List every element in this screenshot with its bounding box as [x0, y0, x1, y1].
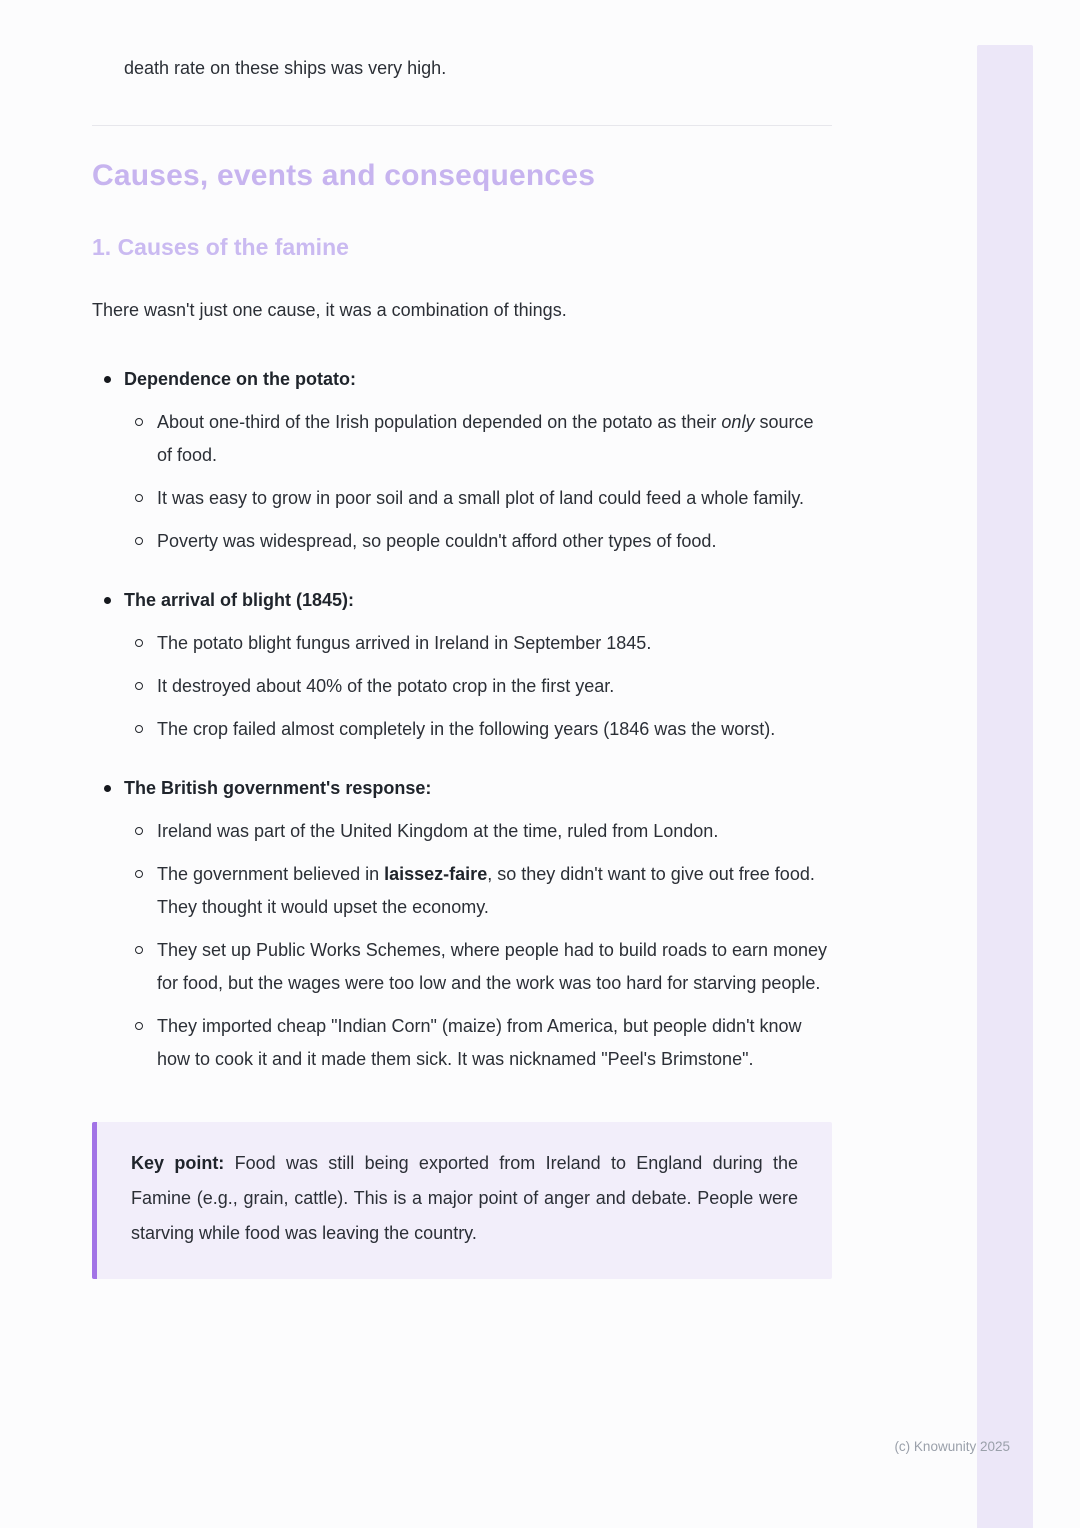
bullet-title: The arrival of blight (1845): — [92, 584, 832, 617]
section-heading: Causes, events and consequences — [92, 159, 596, 192]
subsection-heading: 1. Causes of the famine — [92, 234, 349, 260]
intro-paragraph: There wasn't just one cause, it was a combination of things. — [92, 300, 567, 320]
bullet-group — [92, 772, 832, 1076]
sub-bullet-item: The government believed in laissez-faire, so they didn't want to give out free food. They thought it would upset the economy. — [157, 858, 832, 924]
page-edge-strip — [977, 45, 1033, 1528]
leading-text: death rate on these ships was very high. — [124, 58, 447, 78]
key-point-callout — [92, 1122, 832, 1279]
bullet-title: Dependence on the potato: — [92, 363, 832, 396]
bullet-group — [92, 363, 832, 558]
bullet-group — [92, 584, 832, 746]
section-divider — [92, 125, 832, 126]
sub-bullet-item: About one-third of the Irish population depended on the potato as their only source of food. — [157, 406, 832, 472]
sub-bullet-list — [92, 406, 832, 558]
sub-bullet-item: It destroyed about 40% of the potato crop in the first year. — [157, 670, 832, 703]
key-point-label: Key point: — [131, 1153, 225, 1173]
sub-bullet-item: They set up Public Works Schemes, where people had to build roads to earn money for food, but the wages were too low and the work was too hard for starving people. — [157, 934, 832, 1000]
sub-bullet-list — [92, 627, 832, 746]
key-point-paragraph — [131, 1146, 798, 1251]
sub-bullet-list — [92, 815, 832, 1076]
sub-bullet-item: Poverty was widespread, so people couldn't afford other types of food. — [157, 525, 832, 558]
copyright-footer: (c) Knowunity 2025 — [894, 1439, 1010, 1454]
bullet-list — [92, 363, 832, 1076]
sub-bullet-item: Ireland was part of the United Kingdom at the time, ruled from London. — [157, 815, 832, 848]
bullet-title: The British government's response: — [92, 772, 832, 805]
sub-bullet-item: The crop failed almost completely in the following years (1846 was the worst). — [157, 713, 832, 746]
key-point-text: Food was still being exported from Ireland to England during the Famine (e.g., grain, cattle). This is a major point of anger and debate. People were starving while food was leaving the country. — [131, 1153, 798, 1243]
sub-bullet-item: It was easy to grow in poor soil and a small plot of land could feed a whole family. — [157, 482, 832, 515]
document-content — [92, 0, 832, 1279]
sub-bullet-item: The potato blight fungus arrived in Ireland in September 1845. — [157, 627, 832, 660]
sub-bullet-item: They imported cheap "Indian Corn" (maize) from America, but people didn't know how to cook it and it made them sick. It was nicknamed "Peel's Brimstone". — [157, 1010, 832, 1076]
